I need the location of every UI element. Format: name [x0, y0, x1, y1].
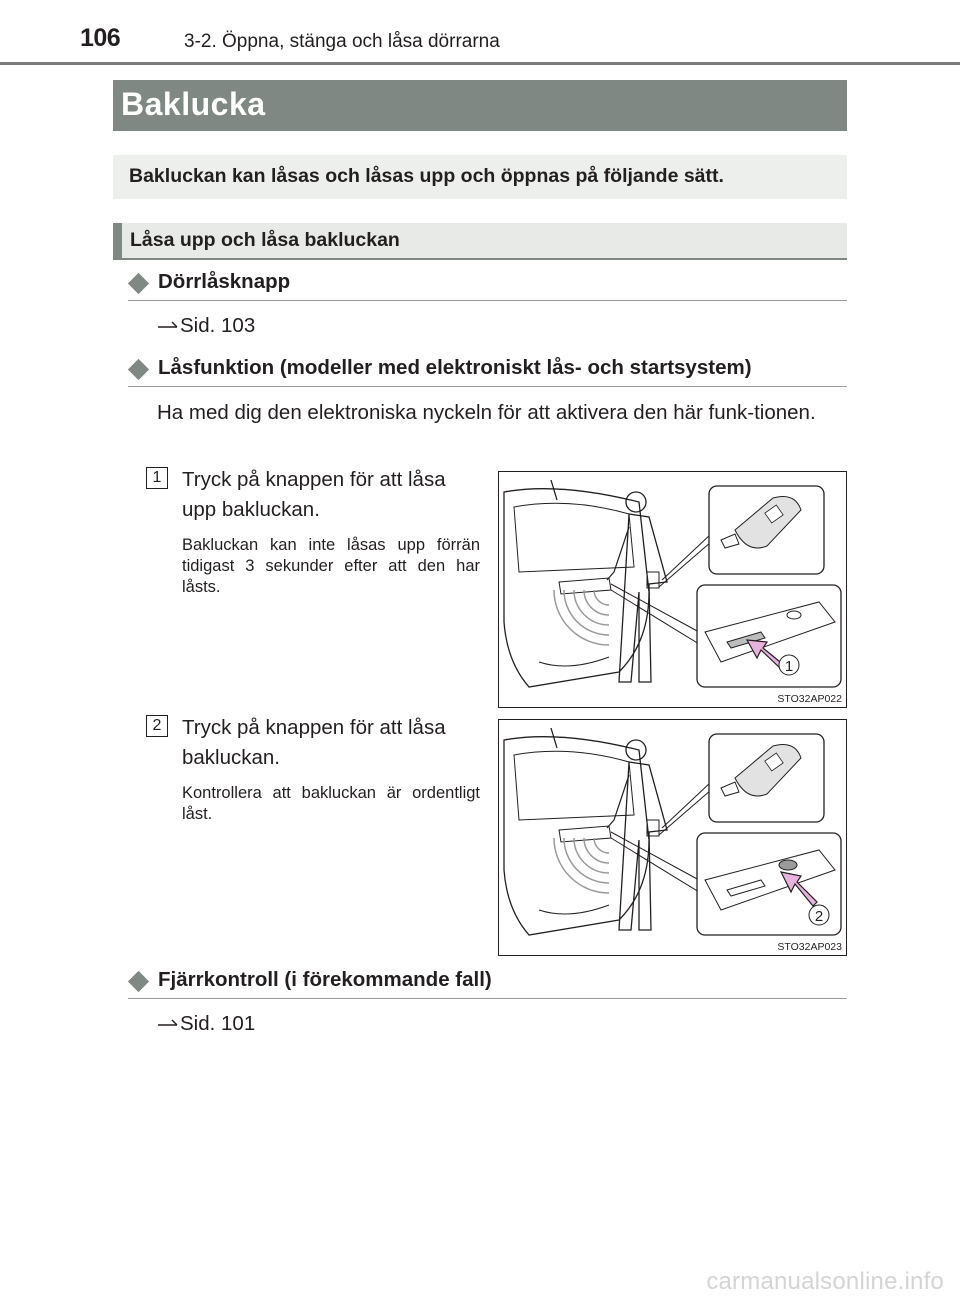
subsection-heading: Dörrlåsknapp [158, 270, 291, 293]
step-instruction: Tryck på knappen för att låsa upp bakluckan. [182, 468, 446, 521]
header-divider [0, 62, 960, 65]
arrow-right-icon [157, 318, 179, 332]
illustration-unlock [498, 471, 847, 708]
step-note: Kontrollera att bakluckan är ordentligt låst. [182, 784, 480, 823]
figure-code: STO32AP022 [777, 693, 842, 705]
diamond-bullet-icon [128, 273, 149, 294]
body-paragraph: Ha med dig den elektroniska nyckeln för att aktivera den här funk-tionen. [157, 401, 816, 424]
page-reference-text: Sid. 103 [180, 314, 256, 337]
figure-callout: 1 [784, 658, 794, 675]
step-number-badge: 1 [146, 467, 168, 489]
section-heading: Låsa upp och låsa bakluckan [130, 229, 400, 251]
section-heading-box [113, 223, 847, 259]
car-unlock-illustration [499, 472, 847, 708]
diamond-bullet-icon [128, 971, 149, 992]
intro-box [113, 155, 847, 199]
subsection-divider [128, 998, 847, 999]
step-instruction: Tryck på knappen för att låsa bakluckan. [182, 716, 446, 769]
page-reference-text: Sid. 101 [180, 1012, 256, 1035]
page-number: 106 [80, 24, 121, 52]
figure-code: STO32AP023 [777, 941, 842, 953]
page-reference[interactable] [157, 314, 255, 338]
car-lock-illustration [499, 720, 847, 956]
diamond-bullet-icon [128, 359, 149, 380]
subsection-heading: Fjärrkontroll (i förekommande fall) [158, 968, 492, 991]
section-divider [113, 258, 847, 260]
watermark: carmanualsonline.info [706, 1268, 944, 1295]
page-reference[interactable] [157, 1012, 255, 1036]
subsection-divider [128, 386, 847, 387]
step-note: Bakluckan kan inte låsas upp förrän tidigast 3 sekunder efter att den har låsts. [182, 536, 480, 596]
chapter-title: 3-2. Öppna, stänga och låsa dörrarna [184, 31, 500, 52]
intro-text: Bakluckan kan låsas och låsas upp och öppnas på följande sätt. [129, 165, 724, 187]
subsection-heading: Låsfunktion (modeller med elektroniskt lås- och startsystem) [158, 356, 752, 379]
figure-callout: 2 [814, 908, 824, 925]
illustration-lock [498, 719, 847, 956]
title-bar [113, 80, 847, 131]
subsection-divider [128, 300, 847, 301]
arrow-right-icon [157, 1016, 179, 1030]
step-number-badge: 2 [146, 715, 168, 737]
page-title: Baklucka [121, 86, 266, 122]
